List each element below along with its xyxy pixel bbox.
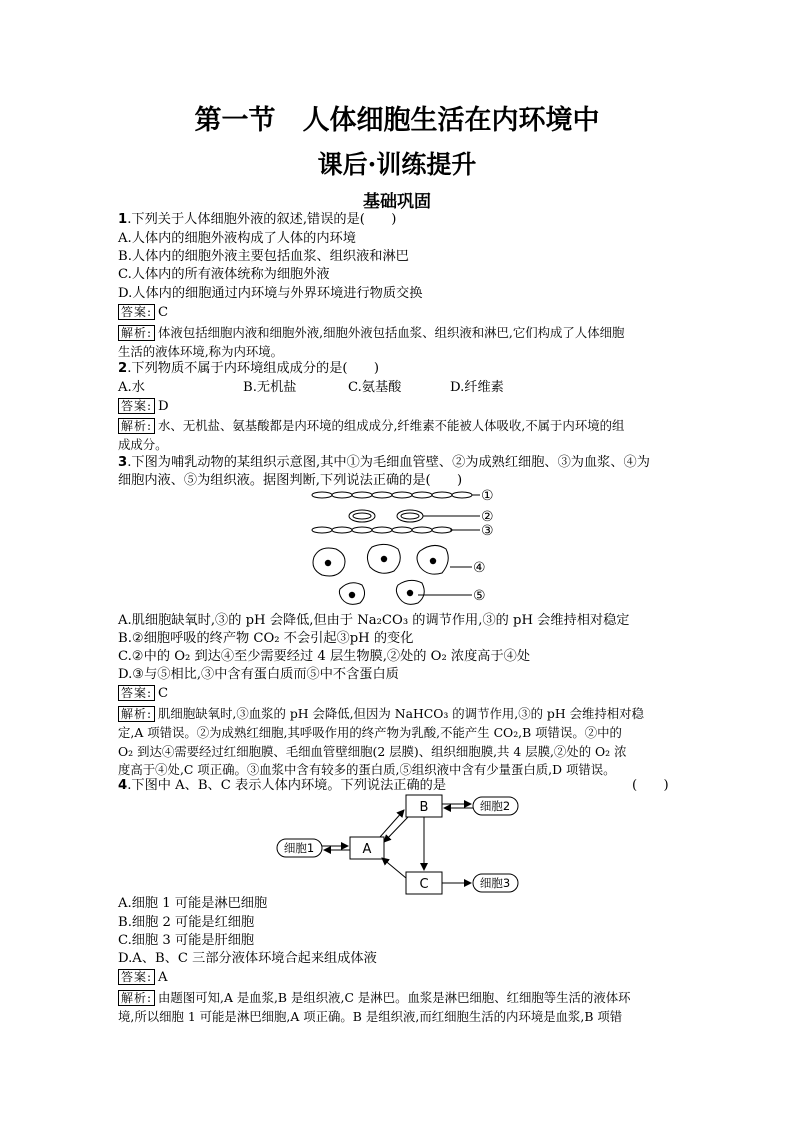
page-title: 第一节 人体细胞生活在内环境中: [194, 105, 600, 136]
q3-explanation-3: O₂ 到达④需要经过红细胞膜、毛细血管壁细胞(2 层膜)、组织细胞膜,共 4 层膜,②处的 O₂ 浓: [118, 744, 627, 759]
q4-answer: [118, 969, 168, 987]
q3-explanation-4: 度高于④处,C 项正确。③血浆中含有较多的蛋白质,⑤组织液中含有少量蛋白质,D 项错误。: [118, 762, 616, 777]
q1-explanation-2: 生活的液体环境,称为内环境。: [118, 344, 284, 359]
q2-option-c: C.氨基酸: [348, 380, 402, 395]
q3-stem-text: .下图为哺乳动物的某组织示意图,其中①为毛细血管壁、②为成熟红细胞、③为血浆、④为: [127, 455, 650, 470]
q1-answer: [118, 304, 168, 322]
tissue-diagram: [300, 485, 500, 610]
q4-stem-text: .下图中 A、B、C 表示人体内环境。下列说法正确的是: [127, 778, 447, 793]
answer-tag: 答案:: [118, 398, 155, 414]
q4-option-a: A.细胞 1 可能是淋巴细胞: [118, 896, 268, 911]
q4-explanation-2: 境,所以细胞 1 可能是淋巴细胞,A 项正确。B 是组织液,而红细胞生活的内环境是血浆,B 项错: [118, 1009, 623, 1024]
q2-number: 2: [118, 361, 128, 376]
q4-number: 4: [118, 778, 128, 793]
q1-answer-value: C: [158, 305, 169, 320]
answer-tag: 答案:: [118, 969, 155, 985]
q3-option-d: D.③与⑤相比,③中含有蛋白质而⑤中不含蛋白质: [118, 667, 399, 682]
flow-diagram: [270, 792, 530, 902]
cell2-label: 细胞2: [479, 799, 511, 813]
q4-answer-value: A: [158, 970, 168, 985]
q2-option-a: A.水: [118, 380, 145, 395]
capillary-wall-bottom: [312, 527, 452, 533]
q3-stem: [118, 454, 650, 472]
q1-stem-text: .下列关于人体细胞外液的叙述,错误的是( ): [127, 212, 397, 227]
q1-option-c: C.人体内的所有液体统称为细胞外液: [118, 267, 330, 282]
label-4: ④: [473, 560, 486, 576]
q3-stem-2: 细胞内液、⑤为组织液。据图判断,下列说法正确的是( ): [118, 473, 463, 488]
cell1-label: 细胞1: [283, 841, 315, 855]
q1-stem: [118, 211, 396, 229]
q1-option-a: A.人体内的细胞外液构成了人体的内环境: [118, 231, 356, 246]
answer-tag: 答案:: [118, 685, 155, 701]
explain-tag: 解析:: [118, 706, 155, 722]
cell-nuclei: [325, 556, 436, 598]
q2-option-d: D.纤维素: [450, 380, 504, 395]
q3-explanation-2: 定,A 项错误。②为成熟红细胞,其呼吸作用的终产物为乳酸,不能产生 CO₂,B 项错误。②中的: [118, 725, 622, 740]
q1-explanation-line: 体液包括细胞内液和细胞外液,细胞外液包括血浆、组织液和淋巴,它们构成了人体细胞: [158, 325, 625, 340]
label-1: ①: [481, 488, 494, 504]
label-5: ⑤: [473, 588, 486, 604]
q3-explanation: [118, 704, 676, 723]
q1-explanation: [118, 323, 676, 342]
box-c-label: C: [419, 877, 429, 892]
q2-option-b: B.无机盐: [243, 380, 297, 395]
q4-explanation-line: 由题图可知,A 是血浆,B 是组织液,C 是淋巴。血浆是淋巴细胞、红细胞等生活的液体环: [158, 990, 631, 1005]
q2-answer: [118, 398, 169, 416]
box-a-label: A: [362, 842, 372, 857]
q1-option-d: D.人体内的细胞通过内环境与外界环境进行物质交换: [118, 286, 423, 301]
q2-stem: [118, 360, 379, 378]
q2-explanation-2: 成成分。: [118, 437, 168, 452]
q2-answer-value: D: [158, 399, 169, 414]
q4-option-d: D.A、B、C 三部分液体环境合起来组成体液: [118, 951, 377, 966]
box-b-label: B: [419, 800, 429, 815]
capillary-wall-top: [312, 492, 472, 498]
q2-explanation: [118, 416, 676, 435]
q3-option-a: A.肌细胞缺氧时,③的 pH 会降低,但由于 Na₂CO₃ 的调节作用,③的 pH 会维持相对稳定: [118, 613, 630, 628]
q4-explanation: [118, 988, 676, 1007]
q4-paren: ( ): [632, 778, 669, 793]
explain-tag: 解析:: [118, 418, 155, 434]
section-heading: 基础巩固: [363, 192, 431, 212]
q3-number: 3: [118, 455, 128, 470]
q4-option-c: C.细胞 3 可能是肝细胞: [118, 933, 255, 948]
label-3: ③: [481, 523, 494, 539]
q4-option-b: B.细胞 2 可能是红细胞: [118, 915, 255, 930]
answer-tag: 答案:: [118, 304, 155, 320]
q1-option-b: B.人体内的细胞外液主要包括血浆、组织液和淋巴: [118, 249, 409, 264]
q3-answer: [118, 685, 168, 703]
q1-number: 1: [118, 212, 128, 227]
q3-explanation-line: 肌细胞缺氧时,③血浆的 pH 会降低,但因为 NaHCO₃ 的调节作用,③的 pH 会维持相对稳: [158, 706, 644, 721]
q3-option-b: B.②细胞呼吸的终产物 CO₂ 不会引起③pH 的变化: [118, 631, 414, 646]
q2-explanation-line: 水、无机盐、氨基酸都是内环境的组成成分,纤维素不能被人体吸收,不属于内环境的组: [158, 418, 625, 433]
q3-answer-value: C: [158, 686, 169, 701]
label-2: ②: [481, 509, 494, 525]
q2-stem-text: .下列物质不属于内环境组成成分的是( ): [127, 361, 380, 376]
page-subtitle: 课后·训练提升: [317, 150, 477, 179]
cell3-label: 细胞3: [479, 876, 511, 890]
red-blood-cells: [349, 510, 423, 522]
explain-tag: 解析:: [118, 990, 155, 1006]
explain-tag: 解析:: [118, 325, 155, 341]
q3-option-c: C.②中的 O₂ 到达④至少需要经过 4 层生物膜,②处的 O₂ 浓度高于④处: [118, 649, 531, 664]
